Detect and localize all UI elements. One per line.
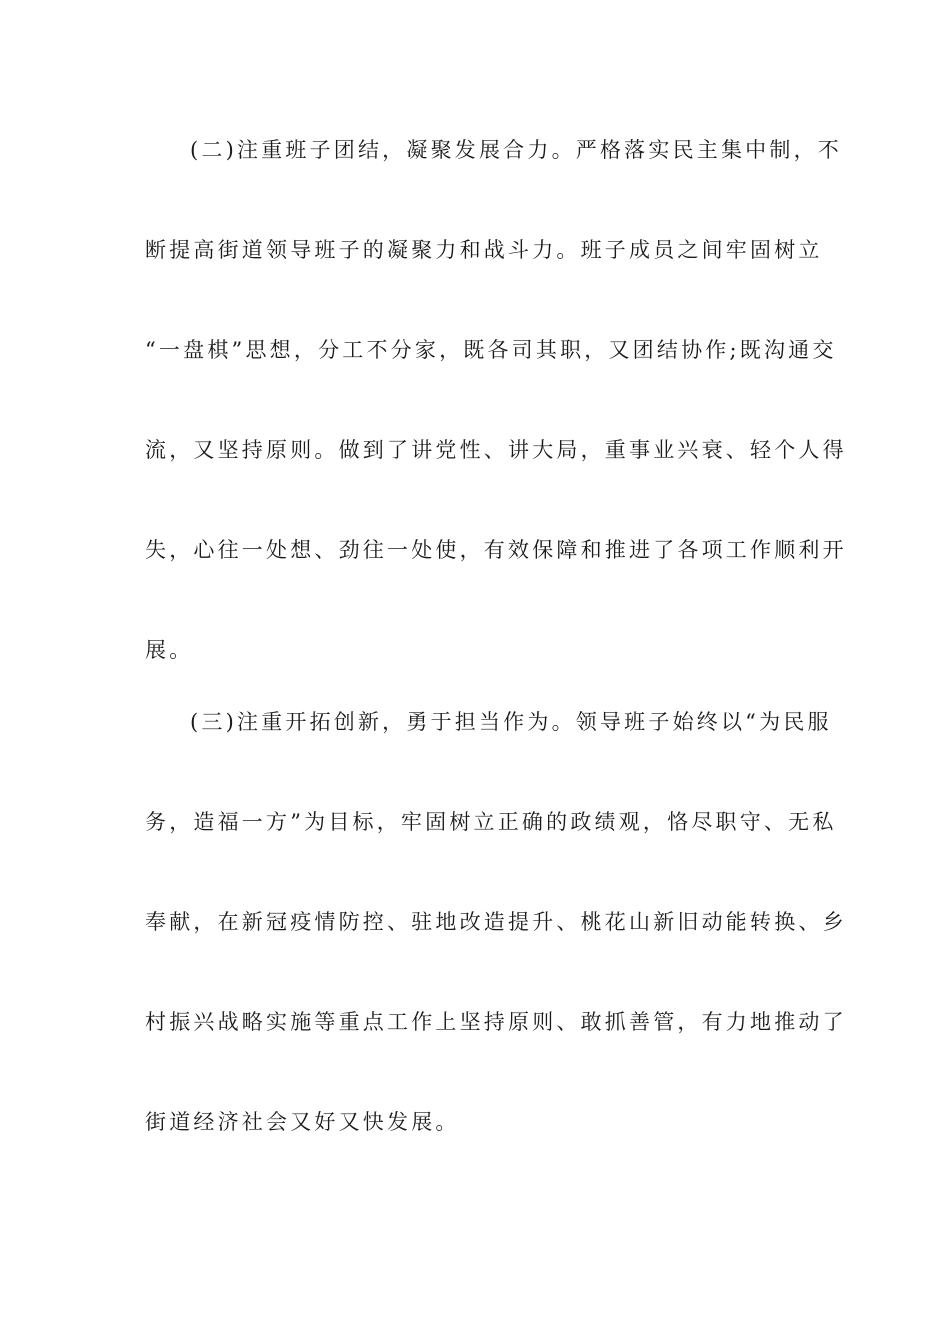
paragraph-line: “一盘棋”思想，分工不分家，既各司其职，又团结协作;既沟通交	[145, 338, 837, 362]
paragraph-line: 奉献，在新冠疫情防控、驻地改造提升、桃花山新旧动能转换、乡	[145, 910, 847, 934]
paragraph-line: 流，又坚持原则。做到了讲党性、讲大局，重事业兴衰、轻个人得	[145, 438, 847, 462]
paragraph-line: 失，心往一处想、劲往一处使，有效保障和推进了各项工作顺利开	[145, 538, 847, 562]
paragraph-line: 村振兴战略实施等重点工作上坚持原则、敢抓善管，有力地推动了	[145, 1010, 847, 1034]
paragraph-line: (三)注重开拓创新，勇于担当作为。领导班子始终以“为民服	[190, 710, 832, 734]
paragraph-line: (二)注重班子团结，凝聚发展合力。严格落实民主集中制，不	[190, 138, 842, 162]
paragraph-line: 务，造福一方”为目标，牢固树立正确的政绩观，恪尽职守、无私	[145, 810, 837, 834]
paragraph-line: 展。	[145, 638, 194, 662]
paragraph-line: 街道经济社会又好又快发展。	[145, 1110, 460, 1134]
paragraph-line: 断提高街道领导班子的凝聚力和战斗力。班子成员之间牢固树立	[145, 238, 823, 262]
